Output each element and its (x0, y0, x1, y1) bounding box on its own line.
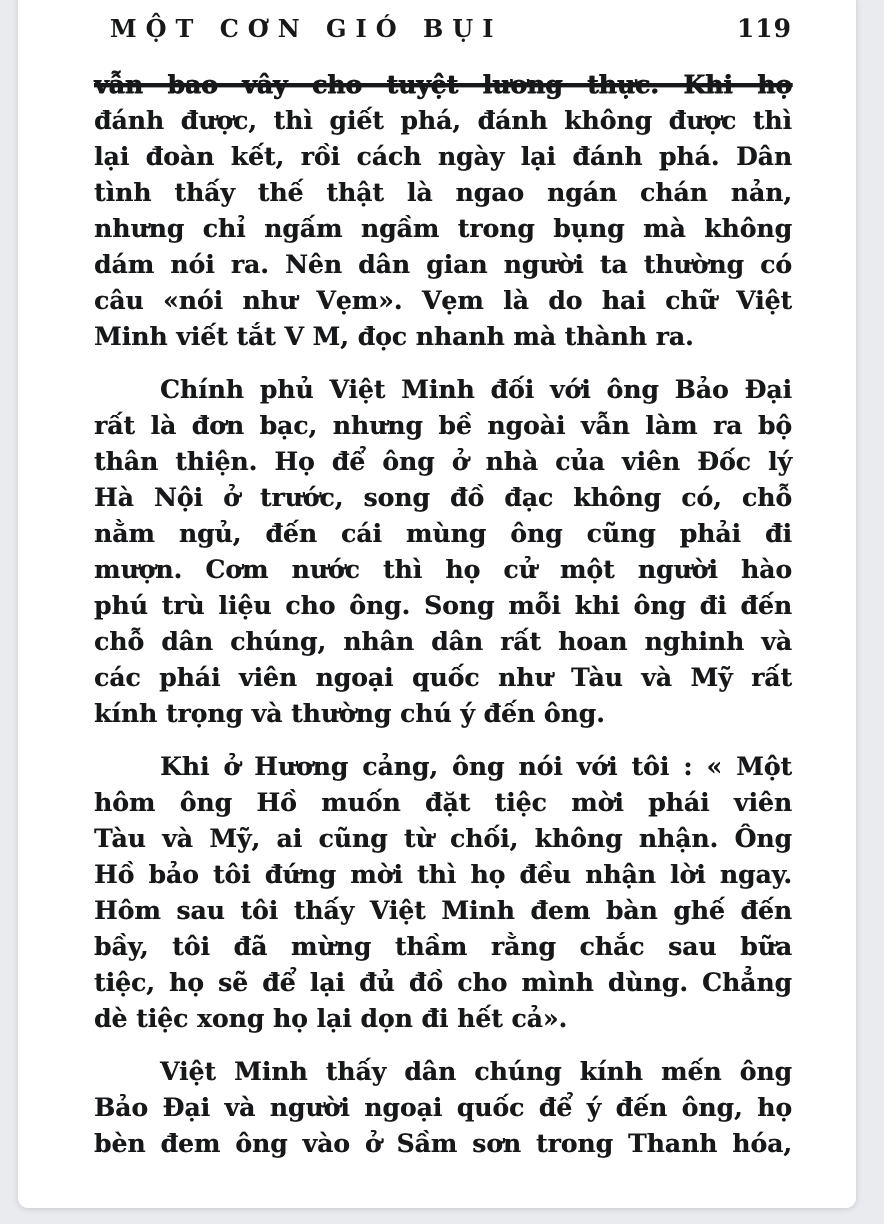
text-line: tiệc, họ sẽ để lại đủ đồ cho mình dùng. Chẳng (94, 968, 792, 997)
text-line: Minh viết tắt V M, đọc nhanh mà thành ra. (94, 322, 694, 351)
paragraph-3 (94, 749, 792, 1037)
book-page (18, 0, 856, 1208)
running-header (94, 14, 792, 43)
text-line: Bảo Đại và người ngoại quốc để ý đến ông, họ (94, 1093, 792, 1122)
paragraph-4 (94, 1054, 792, 1162)
text-line: lại đoàn kết, rồi cách ngày lại đánh phá. Dân (94, 142, 792, 171)
text-line: đánh được, thì giết phá, đánh không được thì (94, 106, 792, 135)
text-line: rất là đơn bạc, nhưng bề ngoài vẫn làm ra bộ (94, 411, 792, 440)
page-number: 119 (736, 14, 792, 43)
text-line: Hôm sau tôi thấy Việt Minh đem bàn ghế đến (94, 896, 792, 925)
text-line: Hồ bảo tôi đứng mời thì họ đều nhận lời ngay. (94, 860, 792, 889)
text-line: Việt Minh thấy dân chúng kính mến ông (160, 1057, 792, 1086)
text-line: các phái viên ngoại quốc như Tàu và Mỹ rất (94, 663, 792, 692)
text-line: kính trọng và thường chú ý đến ông. (94, 699, 605, 728)
text-line: Khi ở Hương cảng, ông nói với tôi : « Một (160, 752, 792, 781)
page-body (94, 67, 792, 1162)
text-line: Tàu và Mỹ, ai cũng từ chối, không nhận. Ông (94, 824, 792, 853)
paragraph-2 (94, 372, 792, 732)
text-line: bèn đem ông vào ở Sầm sơn trong Thanh hóa, (94, 1129, 792, 1158)
text-line: hôm ông Hồ muốn đặt tiệc mời phái viên (94, 788, 792, 817)
text-line: chỗ dân chúng, nhân dân rất hoan nghinh và (94, 627, 792, 656)
text-line: Hà Nội ở trước, song đồ đạc không có, chỗ (94, 483, 792, 512)
paragraph-1 (94, 67, 792, 355)
text-line: dám nói ra. Nên dân gian người ta thường có (94, 250, 792, 279)
text-line: vẫn bao vây cho tuyệt lương thực. Khi họ (94, 70, 792, 99)
text-line: bầy, tôi đã mừng thầm rằng chắc sau bữa (94, 932, 792, 961)
text-line: nhưng chỉ ngấm ngầm trong bụng mà không (94, 214, 792, 243)
text-line: câu «nói như Vẹm». Vẹm là do hai chữ Việt (94, 286, 792, 315)
text-line: tình thấy thế thật là ngao ngán chán nản, (94, 178, 792, 207)
text-line: mượn. Cơm nước thì họ cử một người hào (94, 555, 792, 584)
text-line: nằm ngủ, đến cái mùng ông cũng phải đi (94, 519, 792, 548)
text-line: dè tiệc xong họ lại dọn đi hết cả». (94, 1004, 568, 1033)
text-line: phú trù liệu cho ông. Song mỗi khi ông đi đến (94, 591, 792, 620)
text-line: thân thiện. Họ để ông ở nhà của viên Đốc lý (94, 447, 792, 476)
book-title: MỘT CƠN GIÓ BỤI (110, 14, 503, 43)
text-line: Chính phủ Việt Minh đối với ông Bảo Đại (160, 375, 792, 404)
